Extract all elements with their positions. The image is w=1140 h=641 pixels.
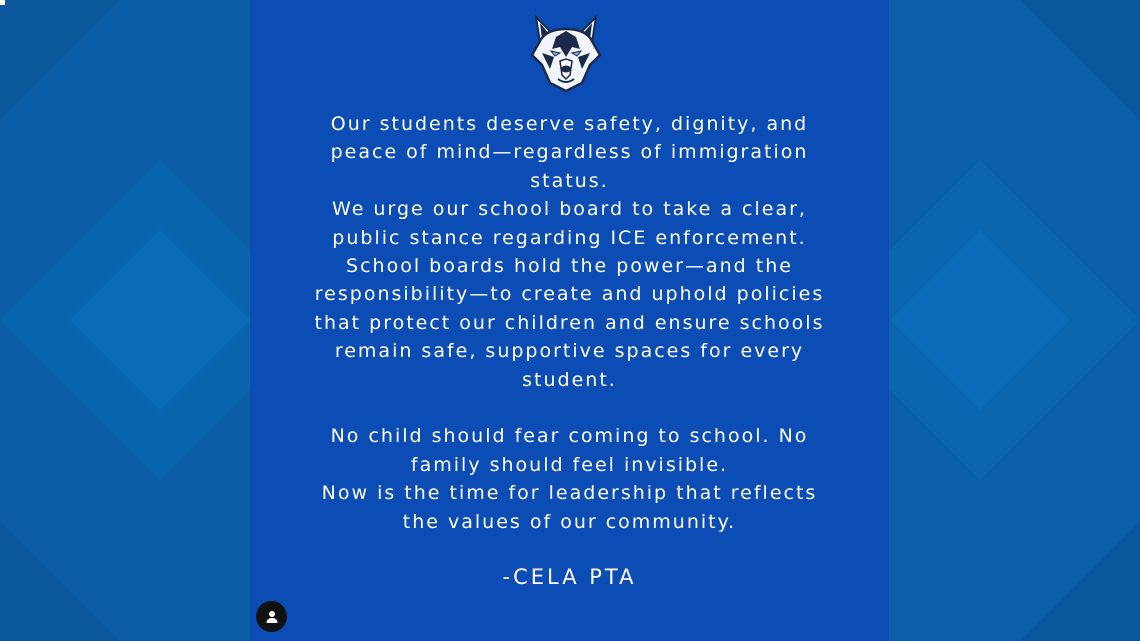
statement-line: Our students deserve safety, dignity, and [330, 113, 809, 135]
statement-line: status. [530, 169, 609, 192]
statement-line: that protect our children and ensure schools [314, 311, 825, 334]
user-icon [264, 609, 280, 625]
statement-line: remain safe, supportive spaces for every [334, 340, 805, 363]
paragraph-spacer [250, 394, 889, 422]
corner-marker [0, 0, 5, 5]
wolf-head-logo [526, 13, 606, 93]
statement-line: student. [522, 368, 617, 391]
statement-line: the values of our community. [402, 510, 737, 533]
statement-line: Now is the time for leadership that reflects [321, 482, 818, 505]
statement-line: School boards hold the power—and the [346, 255, 793, 278]
statement-text [250, 110, 889, 536]
statement-line: We urge our school board to take a clear, [332, 198, 807, 221]
signature: -CELA PTA [502, 565, 637, 589]
statement-line: No child should fear coming to school. No [330, 425, 809, 448]
statement-line: responsibility—to create and uphold policies [314, 283, 825, 306]
statement-line: peace of mind—regardless of immigration [330, 141, 809, 164]
statement-line: public stance regarding ICE enforcement. [332, 226, 807, 249]
statement-line: family should feel invisible. [410, 453, 729, 476]
profile-button[interactable] [256, 601, 287, 632]
